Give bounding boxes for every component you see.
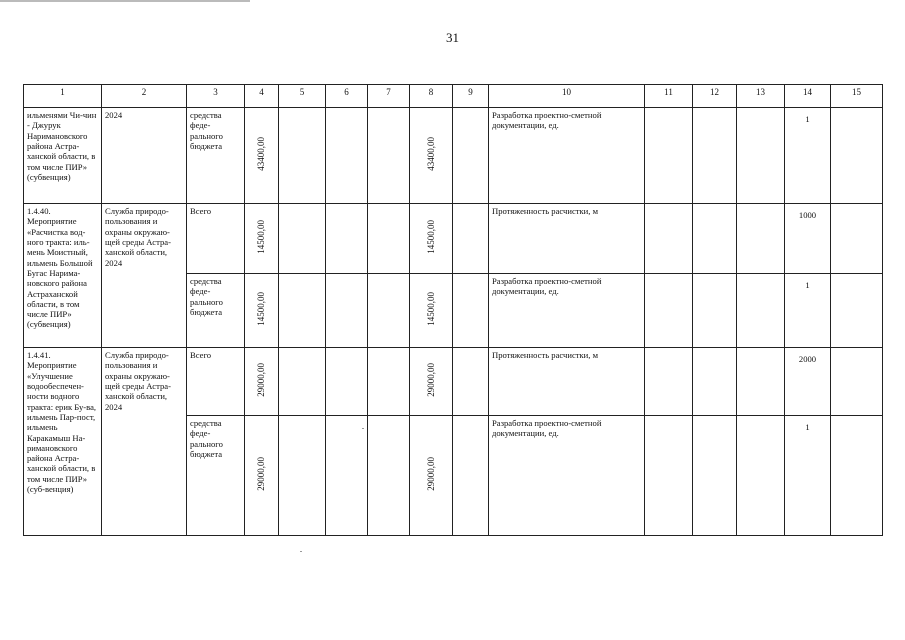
amount-cell bbox=[410, 108, 453, 204]
header-cell: 15 bbox=[831, 85, 883, 108]
header-cell: 3 bbox=[187, 85, 245, 108]
amount-cell bbox=[245, 416, 279, 536]
header-cell: 7 bbox=[368, 85, 410, 108]
header-cell: 8 bbox=[410, 85, 453, 108]
header-cell: 4 bbox=[245, 85, 279, 108]
header-cell: 2 bbox=[102, 85, 187, 108]
amount-value: 14500,00 bbox=[256, 220, 267, 255]
amount-cell bbox=[410, 416, 453, 536]
header-cell: 5 bbox=[279, 85, 326, 108]
funding-source-cell: средства феде-рального бюджета bbox=[187, 274, 245, 348]
amount-value: 29000,00 bbox=[425, 457, 436, 492]
header-cell: 12 bbox=[693, 85, 737, 108]
table-row bbox=[24, 108, 883, 204]
indicator-value-cell: 1 bbox=[785, 274, 831, 348]
funding-source-cell: Всего bbox=[187, 204, 245, 274]
event-name-cell: 1.4.41. Мероприятие «Улучшение водообеспечен-ности водного тракта: ерик Бу-ва, ильмень Пар-пост, ильмень Каракамыш На-римановского района Астра-ханской области, в том числе ПИР» (суб-венция) bbox=[24, 348, 102, 536]
amount-value: 14500,00 bbox=[256, 292, 267, 327]
funding-source-cell: средства феде-рального бюджета bbox=[187, 416, 245, 536]
scan-speck bbox=[362, 428, 364, 429]
header-cell: 11 bbox=[645, 85, 693, 108]
amount-cell bbox=[245, 348, 279, 416]
executor-cell: Служба природо-пользования и охраны окружаю-щей среды Астра-ханской области, 2024 bbox=[102, 204, 187, 348]
amount-cell bbox=[245, 274, 279, 348]
header-cell: 10 bbox=[489, 85, 645, 108]
indicator-value-cell: 1000 bbox=[785, 204, 831, 274]
amount-value: 14500,00 bbox=[425, 292, 436, 327]
amount-cell bbox=[410, 204, 453, 274]
amount-cell bbox=[245, 108, 279, 204]
amount-value: 14500,00 bbox=[425, 220, 436, 255]
table-row bbox=[24, 204, 883, 274]
indicator-cell: Протяженность расчистки, м bbox=[489, 204, 645, 274]
event-name-cell: 1.4.40. Мероприятие «Расчистка вод-ного тракта: иль-мень Моистный, ильмень Большой Бугас Нарима-новского района Астраханской области, в том числе ПИР» (субвенция) bbox=[24, 204, 102, 348]
header-cell: 14 bbox=[785, 85, 831, 108]
indicator-cell: Разработка проектно-сметной документации, ед. bbox=[489, 108, 645, 204]
header-cell: 6 bbox=[326, 85, 368, 108]
indicator-value-cell: 1 bbox=[785, 416, 831, 536]
header-cell: 13 bbox=[737, 85, 785, 108]
header-row bbox=[24, 85, 883, 108]
amount-value: 43400,00 bbox=[425, 137, 436, 172]
amount-cell bbox=[245, 204, 279, 274]
amount-value: 43400,00 bbox=[256, 137, 267, 172]
amount-cell bbox=[410, 348, 453, 416]
indicator-value-cell: 2000 bbox=[785, 348, 831, 416]
executor-cell: Служба природо-пользования и охраны окружаю-щей среды Астра-ханской области, 2024 bbox=[102, 348, 187, 536]
scan-speck bbox=[300, 551, 302, 552]
executor-cell: 2024 bbox=[102, 108, 187, 204]
indicator-cell: Разработка проектно-сметной документации, ед. bbox=[489, 274, 645, 348]
event-name-cell: ильменями Чи-чин - Джурук Наримановского района Астра-ханской области, в том числе ПИР» (субвенция) bbox=[24, 108, 102, 204]
amount-value: 29000,00 bbox=[425, 363, 436, 398]
table-row bbox=[24, 348, 883, 416]
indicator-value-cell: 1 bbox=[785, 108, 831, 204]
budget-table bbox=[23, 84, 883, 536]
scan-top-rule bbox=[0, 0, 250, 2]
funding-source-cell: средства феде-рального бюджета bbox=[187, 108, 245, 204]
amount-cell bbox=[410, 274, 453, 348]
amount-value: 29000,00 bbox=[256, 457, 267, 492]
indicator-cell: Протяженность расчистки, м bbox=[489, 348, 645, 416]
indicator-cell: Разработка проектно-сметной документации, ед. bbox=[489, 416, 645, 536]
amount-value: 29000,00 bbox=[256, 363, 267, 398]
page-number: 31 bbox=[446, 30, 459, 45]
header-cell: 1 bbox=[24, 85, 102, 108]
header-cell: 9 bbox=[453, 85, 489, 108]
funding-source-cell: Всего bbox=[187, 348, 245, 416]
